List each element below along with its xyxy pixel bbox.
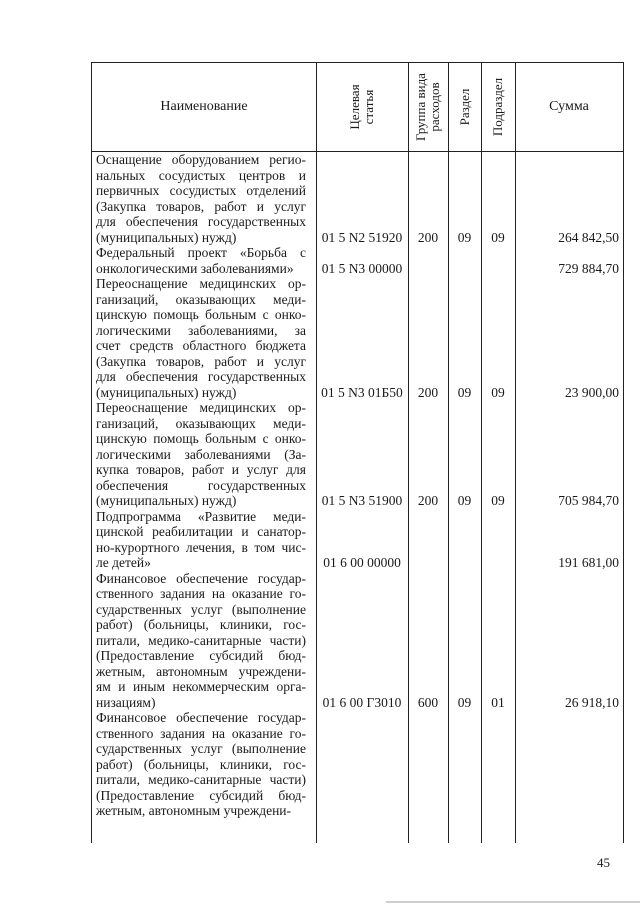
row-name — [92, 571, 306, 711]
table-row — [92, 152, 623, 245]
row-name-line: но-курортного лечения, в том чис- — [96, 539, 306, 555]
row-name-line: цинскую помощь больным с онко- — [96, 431, 306, 446]
header-razdel — [448, 63, 481, 151]
row-podrazdel: 01 — [491, 694, 505, 710]
page-number: 45 — [597, 855, 610, 870]
row-name-line: ственного задания на оказание го- — [96, 586, 306, 601]
row-name-line: Федеральный проект «Борьба с — [96, 245, 306, 260]
row-group: 200 — [417, 384, 439, 400]
row-name-line: Финансовое обеспечение государ- — [96, 710, 306, 725]
row-target-code: 01 5 N3 00000 — [321, 260, 403, 276]
row-group: 600 — [417, 694, 439, 710]
table-row — [92, 400, 623, 509]
row-name-line: онкологическими заболеваниями» — [96, 260, 294, 276]
row-name-line: жетным, автономным учреждени- — [96, 663, 306, 679]
row-name-line: жетным, автономным учреждени- — [96, 803, 292, 818]
row-sum: 26 918,10 — [565, 694, 619, 710]
row-name-line: работ) (больницы, клиники, гос- — [96, 617, 306, 632]
row-sum: 191 681,00 — [558, 555, 619, 570]
table-row — [92, 276, 623, 400]
row-name-line: для обеспечения государственных — [96, 214, 306, 229]
row-name-line: нальных сосудистых центров и — [96, 167, 306, 183]
row-razdel: 09 — [457, 384, 472, 400]
budget-table — [91, 62, 624, 843]
table-row — [92, 245, 623, 276]
row-name-line: сударственных услуг (выполнение — [96, 741, 306, 756]
row-target-code: 01 5 N2 51920 — [321, 229, 403, 245]
scan-artifact-line — [386, 901, 640, 903]
row-razdel: 09 — [457, 694, 472, 710]
row-podrazdel: 09 — [491, 384, 505, 400]
header-name — [92, 63, 316, 151]
row-name — [92, 276, 306, 400]
row-name — [92, 152, 306, 245]
row-name-line: питали, медико-санитарные части) — [96, 772, 306, 787]
row-target-code: 01 5 N3 51900 — [321, 493, 403, 508]
row-name — [92, 245, 306, 276]
row-name-line: ственного задания на оказание го- — [96, 725, 306, 741]
row-name — [92, 710, 306, 819]
row-name-line: купка товаров, работ и услуг для — [96, 462, 306, 477]
row-name-line: ганизаций, оказывающих меди- — [96, 291, 306, 307]
row-name-line: ям и иным некоммерческим орга- — [96, 679, 306, 694]
row-name-line: (Предоставление субсидий бюд- — [96, 648, 306, 663]
header-group-label: Группа вида расходов — [413, 73, 442, 141]
row-target-code: 01 6 00 Г3010 — [322, 694, 402, 710]
row-name-line: (Закупка товаров, работ и услуг — [96, 353, 306, 369]
row-name-line: первичных сосудистых отделений — [96, 183, 306, 198]
row-name-line: цинской реабилитации и санатор- — [96, 524, 306, 539]
header-podrazdel — [481, 63, 515, 151]
table-row — [92, 509, 623, 571]
row-name-line: (Предоставление субсидий бюд- — [96, 787, 306, 803]
header-podrazdel-label: Подраздел — [490, 77, 505, 137]
row-name-line: низациям) — [96, 694, 156, 710]
row-name-line: работ) (больницы, клиники, гос- — [96, 756, 306, 772]
row-name-line: (муниципальных) нужд) — [96, 384, 237, 400]
row-sum: 264 842,50 — [558, 229, 619, 245]
row-name — [92, 509, 306, 571]
row-name-line: обеспечения государственных — [96, 477, 306, 493]
row-name-line: логическими заболеваниями, за — [96, 322, 306, 338]
row-name-line: (муниципальных) нужд) — [96, 493, 237, 508]
row-target-code: 01 6 00 00000 — [323, 555, 401, 570]
row-name-line: цинскую помощь больным с онко- — [96, 307, 306, 322]
header-sum-label: Сумма — [549, 99, 589, 114]
row-podrazdel: 09 — [491, 229, 505, 245]
row-sum: 705 984,70 — [558, 493, 619, 508]
row-sum: 729 884,70 — [558, 260, 619, 276]
row-razdel: 09 — [457, 493, 472, 508]
row-name-line: Переоснащение медицинских ор- — [96, 276, 306, 291]
header-target-label: Целевая статья — [347, 84, 376, 130]
header-group — [408, 63, 448, 151]
row-podrazdel: 09 — [491, 493, 505, 508]
header-name-label: Наименование — [160, 99, 248, 114]
row-name-line: Подпрограмма «Развитие меди- — [96, 508, 306, 524]
row-group: 200 — [417, 493, 439, 508]
row-target-code: 01 5 N3 01Б50 — [321, 384, 403, 400]
row-name-line: логическими заболеваниями (За- — [96, 446, 306, 462]
row-name-line: Финансовое обеспечение государ- — [96, 570, 306, 586]
table-row — [92, 710, 623, 819]
row-name-line: питали, медико-санитарные части) — [96, 632, 306, 648]
header-razdel-label: Раздел — [456, 88, 472, 126]
row-sum: 23 900,00 — [565, 384, 619, 400]
row-name-line: ганизаций, оказывающих меди- — [96, 415, 306, 431]
header-target — [316, 63, 408, 151]
row-name-line: сударственных услуг (выполнение — [96, 601, 306, 617]
row-razdel: 09 — [457, 229, 472, 245]
table-row — [92, 571, 623, 711]
row-name-line: (Закупка товаров, работ и услуг — [96, 198, 306, 214]
row-name-line: Переоснащение медицинских ор- — [96, 400, 306, 415]
row-name-line: ле детей» — [96, 555, 151, 570]
header-sum — [515, 63, 623, 151]
row-name-line: для обеспечения государственных — [96, 369, 306, 384]
table-body — [92, 152, 623, 819]
row-name-line: (муниципальных) нужд) — [96, 229, 237, 245]
row-group: 200 — [417, 229, 439, 245]
row-name — [92, 400, 306, 509]
row-name-line: счет средств областного бюджета — [96, 338, 306, 353]
row-name-line: Оснащение оборудованием регио- — [96, 152, 306, 167]
